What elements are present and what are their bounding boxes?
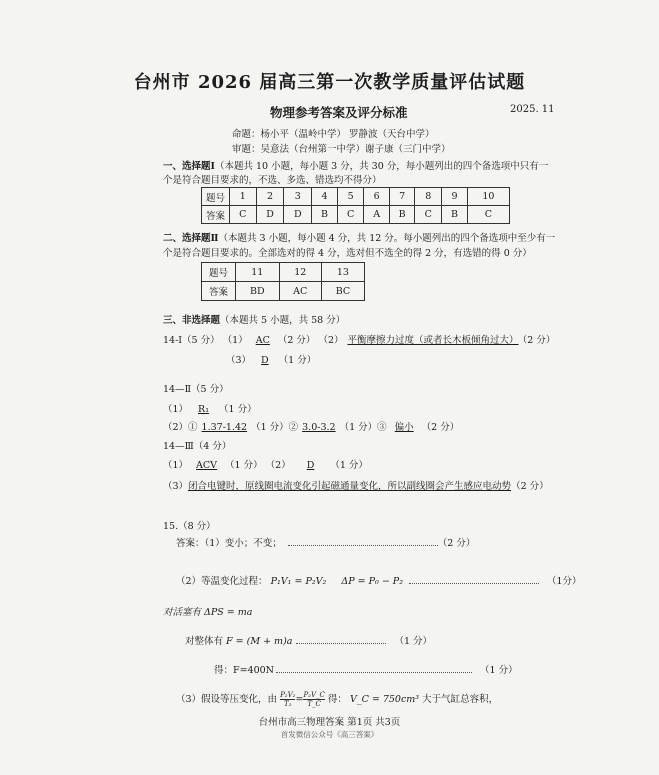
q15-part6-mid: 得：	[327, 694, 347, 705]
answer-cell: BD	[236, 282, 280, 301]
q15-fraction2	[303, 691, 324, 708]
table-row-answers	[202, 282, 365, 301]
q14-1-part2: （2）	[318, 335, 344, 346]
q15-score2: （1分）	[547, 576, 582, 587]
q14-1-label: 14-Ⅰ（5 分）	[163, 335, 220, 346]
q14-1-part1: （1）	[222, 335, 248, 346]
section2-heading: 二、选择题Ⅱ	[163, 233, 219, 244]
q15-label: 15.（8 分）	[163, 521, 216, 532]
q15-equation6: V_C = 750cm³	[349, 694, 420, 705]
q14-3-part1: （1）	[163, 460, 189, 471]
q15-fraction2-num: P₂V_C	[303, 691, 325, 699]
q15-dotted-leader	[409, 574, 539, 584]
answer-cell: A	[364, 206, 389, 224]
q14-3-score2: （1 分）	[330, 460, 368, 471]
q14-1-score3: （1 分）	[278, 355, 317, 366]
q15-line3: 对活塞有 ΔPS = ma	[163, 607, 253, 618]
answer-cell: BC	[321, 282, 364, 301]
q15-part5: 得：F=400N	[214, 665, 274, 676]
q15-line2	[176, 573, 582, 587]
q14-1-score1: （2 分）	[277, 335, 316, 346]
section1-desc1: （本题共 10 小题，每小题 3 分，共 30 分，每小题列出的四个备选项中只有一	[214, 161, 549, 172]
q14-1-line1	[163, 332, 555, 346]
q15-part6-tail: 大于气缸总容积，	[422, 694, 499, 705]
q14-2-answer4: 偏小	[394, 422, 414, 433]
question-number-cell: 5	[337, 188, 364, 206]
answer-cell: C	[467, 206, 509, 224]
q15-fraction1	[280, 691, 295, 708]
q14-3-line1	[163, 457, 368, 471]
section3-line	[163, 312, 345, 326]
q15-part1: 答案：（1）变小；不变；	[176, 538, 282, 549]
q14-3-answer1: ACV	[196, 460, 218, 471]
q15-equation1: P₁V₁ = P₂V₂	[270, 576, 327, 587]
exam-date: 2025. 11	[510, 104, 555, 115]
table-row-questions	[202, 263, 365, 282]
answer-cell: C	[415, 206, 442, 224]
q15-dotted-leader	[296, 634, 386, 644]
q15-part2: （2）等温变化过程：	[176, 576, 268, 587]
answer-cell: C	[337, 206, 364, 224]
question-number-cell: 1	[230, 188, 257, 206]
q14-1-score2: （2 分）	[522, 335, 556, 346]
question-number-cell: 12	[279, 263, 321, 282]
q14-2-line1	[163, 401, 257, 415]
question-number-cell: 2	[256, 188, 284, 206]
section1-answer-table	[201, 187, 510, 224]
q14-3-answer3: 闭合电键时，原线圈电流变化引起磁通量变化，所以副线圈会产生感应电动势	[188, 481, 512, 492]
q14-2-score2: （1 分）②	[251, 422, 299, 433]
q14-2-score1: （1 分）	[219, 404, 257, 415]
q15-dotted-leader	[276, 663, 472, 673]
q15-line4	[185, 633, 432, 647]
question-number-cell: 9	[442, 188, 468, 206]
section2-desc1: （本题共 3 小题，每小题 4 分，共 12 分。每小题列出的四个备选项中至少有一	[218, 233, 556, 244]
table-row-questions	[202, 188, 510, 206]
q14-1-line2	[226, 352, 316, 366]
q14-2-line2	[163, 419, 459, 433]
answer-cell: D	[256, 206, 284, 224]
q14-2-part2: （2）①	[163, 422, 198, 433]
question-number-cell: 7	[389, 188, 415, 206]
footer-page-info: 台州市高三物理答案 第1页 共3页	[258, 717, 401, 728]
q14-1-part3: （3）	[226, 355, 252, 366]
q15-equation4: F = (M + m)a	[226, 636, 293, 647]
answer-cell: C	[230, 206, 257, 224]
section2-line1	[163, 230, 555, 244]
question-number-cell: 8	[415, 188, 442, 206]
question-number-cell: 4	[312, 188, 338, 206]
table-label-question: 题号	[202, 188, 230, 206]
question-number-cell: 11	[236, 263, 280, 282]
q14-3-part3: （3）	[163, 481, 189, 492]
q14-3-score3: （2 分）	[511, 481, 549, 492]
section1-line1	[163, 158, 548, 172]
q15-equals: =	[295, 694, 304, 705]
q14-2-part1: （1）	[163, 404, 189, 415]
q14-3-part2: （2）	[265, 460, 291, 471]
question-number-cell: 13	[321, 263, 364, 282]
page-title: 台州市 2026 届高三第一次教学质量评估试题	[133, 72, 526, 93]
table-row-answers	[202, 206, 510, 224]
q14-3-score1: （1 分）	[225, 460, 263, 471]
section1-heading: 一、选择题Ⅰ	[163, 161, 215, 172]
authors-line-2: 审题：吴意法（台州第一中学）谢子康（三门中学）	[232, 144, 451, 155]
q14-2-answer3: 3.0-3.2	[302, 422, 336, 433]
q15-fraction2-den: T_C	[307, 700, 321, 708]
q15-part4: 对整体有	[185, 636, 227, 647]
q15-score5: （1 分）	[480, 665, 518, 676]
q14-1-answer2: 平衡摩擦力过度（或者长木板倾角过大）	[347, 335, 519, 346]
question-number-cell: 6	[364, 188, 389, 206]
section3-heading: 三、非选择题	[163, 315, 221, 326]
q15-score4: （1 分）	[394, 636, 433, 647]
question-number-cell: 3	[284, 188, 312, 206]
q14-3-line2	[163, 478, 549, 492]
q14-2-label: 14—Ⅱ（5 分）	[163, 384, 229, 395]
answer-cell: D	[284, 206, 312, 224]
section3-desc: （本题共 5 小题，共 58 分）	[220, 315, 346, 326]
table-label-question: 题号	[202, 263, 236, 282]
q15-score1: （2 分）	[437, 538, 476, 549]
page-subtitle: 物理参考答案及评分标准	[270, 105, 408, 120]
answer-cell: B	[442, 206, 468, 224]
q14-3-answer2: D	[306, 460, 315, 471]
authors-line-1: 命题：杨小平（温岭中学） 罗静波（天台中学）	[232, 129, 435, 140]
q15-fraction1-den: T₂	[284, 700, 292, 708]
section2-answer-table	[201, 262, 365, 301]
question-number-cell: 10	[467, 188, 509, 206]
q15-part6: （3）假设等压变化，由	[176, 694, 278, 705]
answer-cell: B	[389, 206, 415, 224]
q15-line1	[176, 535, 475, 549]
q15-line6	[176, 691, 498, 708]
q14-2-score3: （1 分）③	[339, 422, 387, 433]
answer-cell: B	[312, 206, 338, 224]
q14-2-score4: （2 分）	[421, 422, 460, 433]
footer-note: 首发微信公众号《高三答案》	[280, 730, 379, 739]
q15-line5	[214, 662, 518, 676]
q14-1-answer3: D	[261, 355, 269, 366]
answer-cell: AC	[279, 282, 321, 301]
table-label-answer: 答案	[202, 282, 236, 301]
q14-1-answer1: AC	[255, 335, 270, 346]
q14-2-answer1: R₁	[198, 404, 210, 415]
q15-dotted-leader	[288, 536, 438, 546]
q15-equation2: ΔP = P₀ − P₂	[341, 576, 404, 587]
section2-desc2: 个是符合题目要求的。全部选对的得 4 分，选对但不选全的得 2 分，有选错的得 0 分）	[163, 248, 532, 259]
section1-desc2: 个是符合题目要求的，不选、多选、错选均不得分）	[163, 175, 382, 186]
q14-3-label: 14—Ⅲ（4 分）	[163, 441, 232, 452]
q15-fraction1-num: P₂V₂	[280, 691, 296, 699]
q14-2-answer2: 1.37-1.42	[201, 422, 248, 433]
table-label-answer: 答案	[202, 206, 230, 224]
